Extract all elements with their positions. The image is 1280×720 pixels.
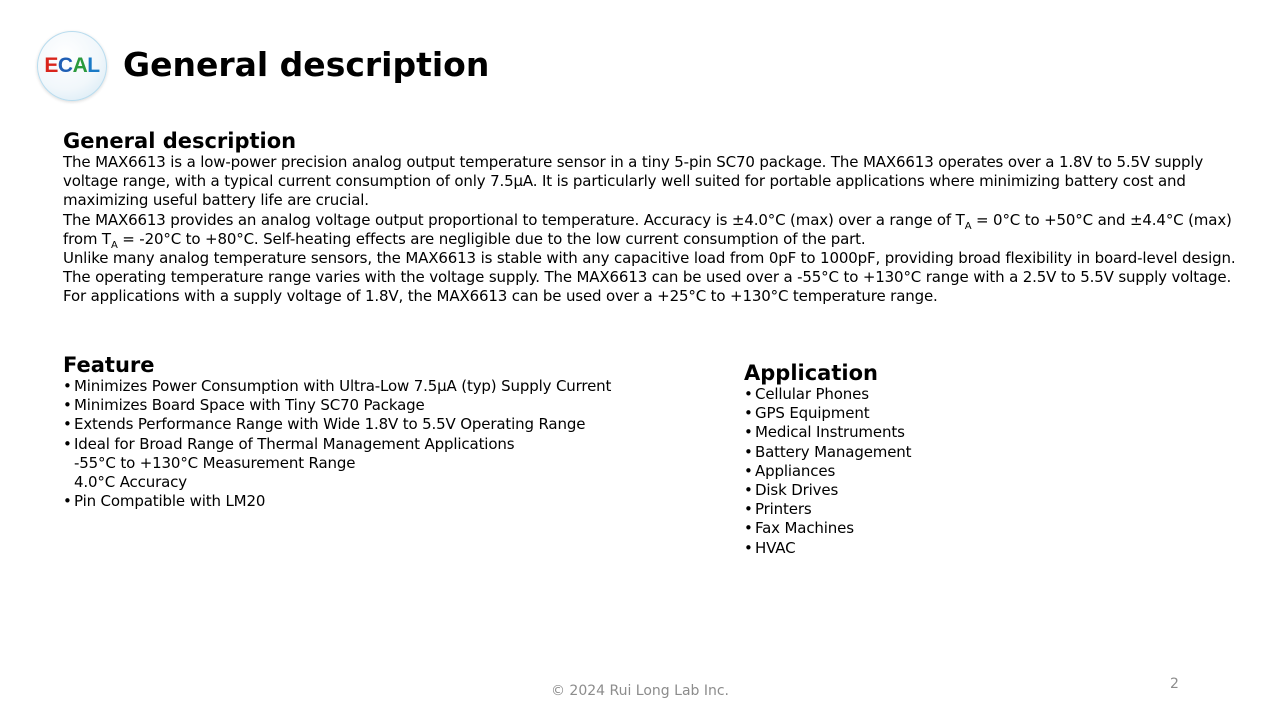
bullet-icon: • bbox=[744, 500, 753, 519]
bullet-icon: • bbox=[744, 538, 753, 557]
feature-subitem: -55°C to +130°C Measurement Range bbox=[74, 453, 356, 472]
description-paragraph-4: The operating temperature range varies with the voltage supply. The MAX6613 can be used over a -55°C to +130°C range with a 2.5V to 5.5V supply voltage. For applications with a supply voltage of 1.8V, the MAX6613 can be used over a +25°C to +130°C temperature range. bbox=[63, 268, 1232, 306]
para2-subscript-2: A bbox=[110, 239, 118, 251]
bullet-icon: • bbox=[744, 442, 753, 461]
feature-item: • Pin Compatible with LM20 bbox=[63, 492, 266, 511]
application-heading: Application bbox=[744, 361, 878, 385]
application-section bbox=[744, 361, 1164, 558]
feature-item: • Minimizes Board Space with Tiny SC70 Package bbox=[63, 396, 425, 415]
description-heading: General description bbox=[63, 129, 297, 153]
page-number: 2 bbox=[1170, 676, 1179, 692]
description-paragraph-3: Unlike many analog temperature sensors, the MAX6613 is stable with any capacitive load from 0pF to 1000pF, providing broad flexibility in board-level design. bbox=[63, 249, 1236, 268]
feature-heading: Feature bbox=[63, 353, 155, 377]
application-item: • HVAC bbox=[744, 538, 796, 557]
application-item: • Medical Instruments bbox=[744, 423, 905, 442]
bullet-icon: • bbox=[63, 377, 72, 395]
general-description-section bbox=[63, 129, 1253, 307]
bullet-icon: • bbox=[744, 481, 753, 500]
para2-text-c: = -20°C to +80°C. Self-heating effects are negligible due to the low current consumption of the part. bbox=[117, 229, 866, 248]
bullet-icon: • bbox=[744, 404, 753, 423]
bullet-icon: • bbox=[744, 423, 753, 442]
logo-letter-a: A bbox=[72, 54, 88, 77]
description-paragraph-2 bbox=[63, 211, 1253, 249]
application-list bbox=[744, 385, 1164, 558]
application-item: • GPS Equipment bbox=[744, 404, 870, 423]
application-item: • Printers bbox=[744, 500, 812, 519]
logo-letter-l: L bbox=[87, 54, 100, 77]
para2-text-b: = 0°C to +50°C and ±4.4°C (max) from T bbox=[63, 210, 1232, 248]
copyright-footer: © 2024 Rui Long Lab Inc. bbox=[550, 683, 730, 699]
application-item: • Fax Machines bbox=[744, 519, 854, 538]
bullet-icon: • bbox=[744, 385, 753, 403]
feature-subitem: 4.0°C Accuracy bbox=[74, 473, 187, 492]
description-paragraph-1: The MAX6613 is a low-power precision analog output temperature sensor in a tiny 5-pin SC70 package. The MAX6613 operates over a 1.8V to 5.5V supply voltage range, with a typical current consumption of only 7.5μA. It is particularly well suited for portable applications where minimizing battery cost and maximizing useful battery life are crucial. bbox=[63, 153, 1204, 210]
feature-section bbox=[63, 353, 703, 511]
application-item: • Cellular Phones bbox=[744, 385, 869, 403]
feature-item: • Extends Performance Range with Wide 1.8V to 5.5V Operating Range bbox=[63, 415, 586, 434]
page-title: General description bbox=[123, 45, 490, 84]
feature-list bbox=[63, 377, 703, 511]
ecal-logo bbox=[37, 31, 107, 101]
application-item: • Appliances bbox=[744, 461, 836, 480]
bullet-icon: • bbox=[63, 434, 72, 453]
application-item: • Battery Management bbox=[744, 442, 912, 461]
para2-text-a: The MAX6613 provides an analog voltage output proportional to temperature. Accuracy is ±4.0°C (max) over a range of T bbox=[63, 210, 965, 229]
logo-letter-c: C bbox=[57, 54, 73, 77]
bullet-icon: • bbox=[63, 492, 72, 511]
feature-item: • Ideal for Broad Range of Thermal Management Applications bbox=[63, 434, 515, 453]
bullet-icon: • bbox=[63, 396, 72, 415]
bullet-icon: • bbox=[63, 415, 72, 434]
para2-subscript-1: A bbox=[964, 220, 972, 232]
bullet-icon: • bbox=[744, 461, 753, 480]
logo-letter-e: E bbox=[44, 54, 58, 77]
application-item: • Disk Drives bbox=[744, 481, 839, 500]
feature-item: • Minimizes Power Consumption with Ultra-Low 7.5μA (typ) Supply Current bbox=[63, 377, 612, 395]
bullet-icon: • bbox=[744, 519, 753, 538]
